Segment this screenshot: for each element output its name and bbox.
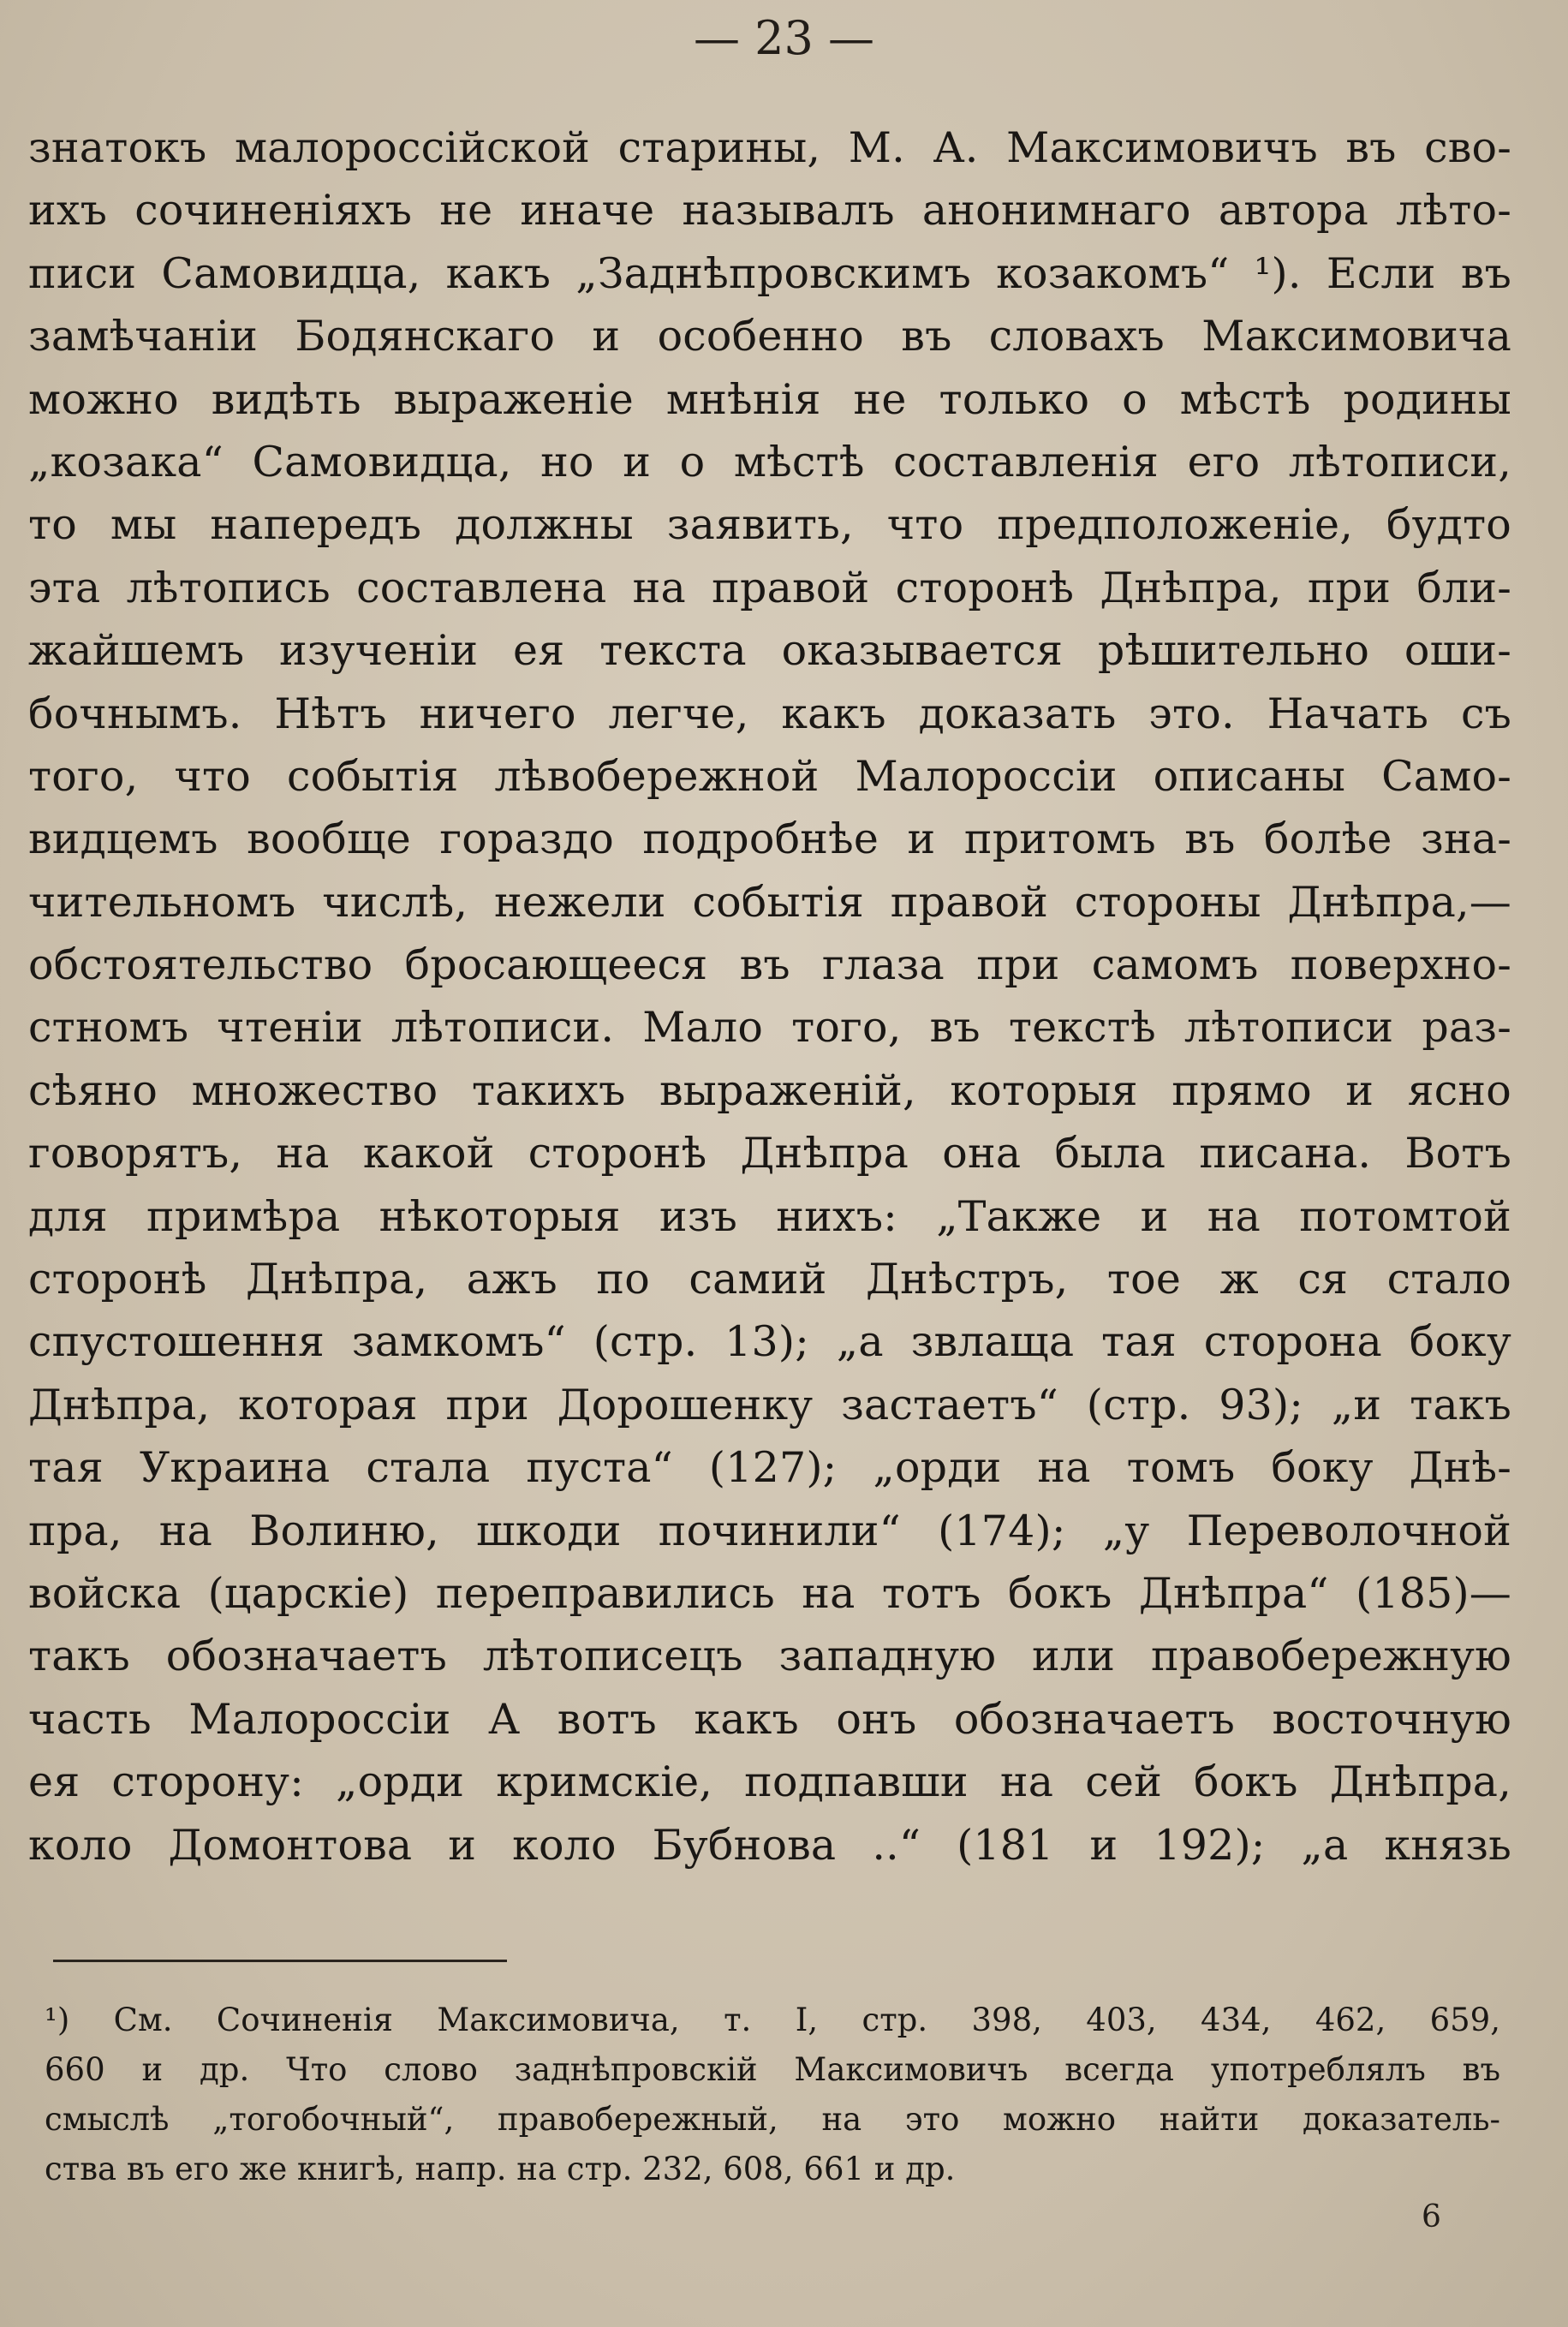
text-line: видцемъ вообще гораздо подробнѣе и притомъ въ болѣе зна- [28, 814, 1511, 864]
footnote-line: 660 и др. Что слово заднѣпровскій Максимовичъ всегда употреблялъ въ [45, 2051, 1500, 2088]
text-line: чительномъ числѣ, нежели событія правой стороны Днѣпра,— [28, 877, 1511, 927]
text-line: для примѣра нѣкоторыя изъ нихъ: „Также и на потомтой [28, 1191, 1511, 1241]
page-number: — 23 — [693, 11, 875, 65]
text-line: сѣяно множество такихъ выраженій, которыя прямо и ясно [28, 1065, 1511, 1115]
text-line: ихъ сочиненіяхъ не иначе называлъ анонимнаго автора лѣто- [28, 186, 1511, 236]
footnotes [45, 1996, 1500, 2194]
text-line: тая Украина стала пуста“ (127); „орди на томъ боку Днѣ- [28, 1443, 1511, 1493]
text-line: часть Малороссіи А вотъ какъ онъ обозначаетъ восточную [28, 1694, 1511, 1744]
footnote-line: ства въ его же книгѣ, напр. на стр. 232, 608, 661 и др. [45, 2151, 956, 2187]
text-line: войска (царскіе) переправились на тотъ бокъ Днѣпра“ (185)— [28, 1568, 1511, 1618]
text-line: того, что событія лѣвобережной Малороссіи описаны Само- [28, 751, 1511, 801]
text-line: замѣчаніи Бодянскаго и особенно въ словахъ Максимовича [28, 312, 1511, 361]
text-line: „козака“ Самовидца, но и о мѣстѣ составленія его лѣтописи, [28, 437, 1511, 486]
text-line: Днѣпра, которая при Дорошенку застаетъ“ (стр. 93); „и такъ [28, 1380, 1511, 1429]
text-line: спустошення замкомъ“ (стр. 13); „а звлаща тая сторона боку [28, 1317, 1511, 1367]
text-line: сторонѣ Днѣпра, ажъ по самий Днѣстръ, тое ж ся стало [28, 1255, 1511, 1304]
body-text [28, 116, 1511, 1877]
text-line: знатокъ малороссійской старины, М. А. Максимовичъ въ сво- [28, 123, 1511, 172]
text-line: говорятъ, на какой сторонѣ Днѣпра она была писана. Вотъ [28, 1129, 1511, 1178]
footnote-line: ¹) См. Сочиненія Максимовича, т. I, стр. 398, 403, 434, 462, 659, [45, 2002, 1500, 2038]
printer-signature-mark: 6 [1422, 2199, 1441, 2235]
footnote-line: смыслѣ „тогобочный“, правобережный, на это можно найти доказатель- [45, 2101, 1500, 2138]
text-line: коло Домонтова и коло Бубнова ..“ (181 и 192); „а князь [28, 1820, 1511, 1870]
text-line: можно видѣть выраженіе мнѣнія не только о мѣстѣ родины [28, 374, 1511, 424]
text-line: эта лѣтопись составлена на правой сторонѣ Днѣпра, при бли- [28, 563, 1511, 612]
text-line: пра, на Волиню, шкоди починили“ (174); „у Переволочной [28, 1506, 1511, 1555]
text-line: писи Самовидца, какъ „Заднѣпровскимъ козакомъ“ ¹). Если въ [28, 248, 1511, 298]
footnote-divider [53, 1960, 507, 1962]
text-line: бочнымъ. Нѣтъ ничего легче, какъ доказать это. Начать съ [28, 689, 1511, 738]
text-line: обстоятельство бросающееся въ глаза при самомъ поверхно- [28, 940, 1511, 990]
text-line: то мы напередъ должны заявить, что предположеніе, будто [28, 500, 1511, 550]
text-line: стномъ чтеніи лѣтописи. Мало того, въ текстѣ лѣтописи раз- [28, 1003, 1511, 1053]
text-line: ея сторону: „орди кримскіе, подпавши на сей бокъ Днѣпра, [28, 1757, 1511, 1807]
text-line: жайшемъ изученіи ея текста оказывается рѣшительно оши- [28, 626, 1511, 676]
text-line: такъ обозначаетъ лѣтописецъ западную или правобережную [28, 1632, 1511, 1681]
